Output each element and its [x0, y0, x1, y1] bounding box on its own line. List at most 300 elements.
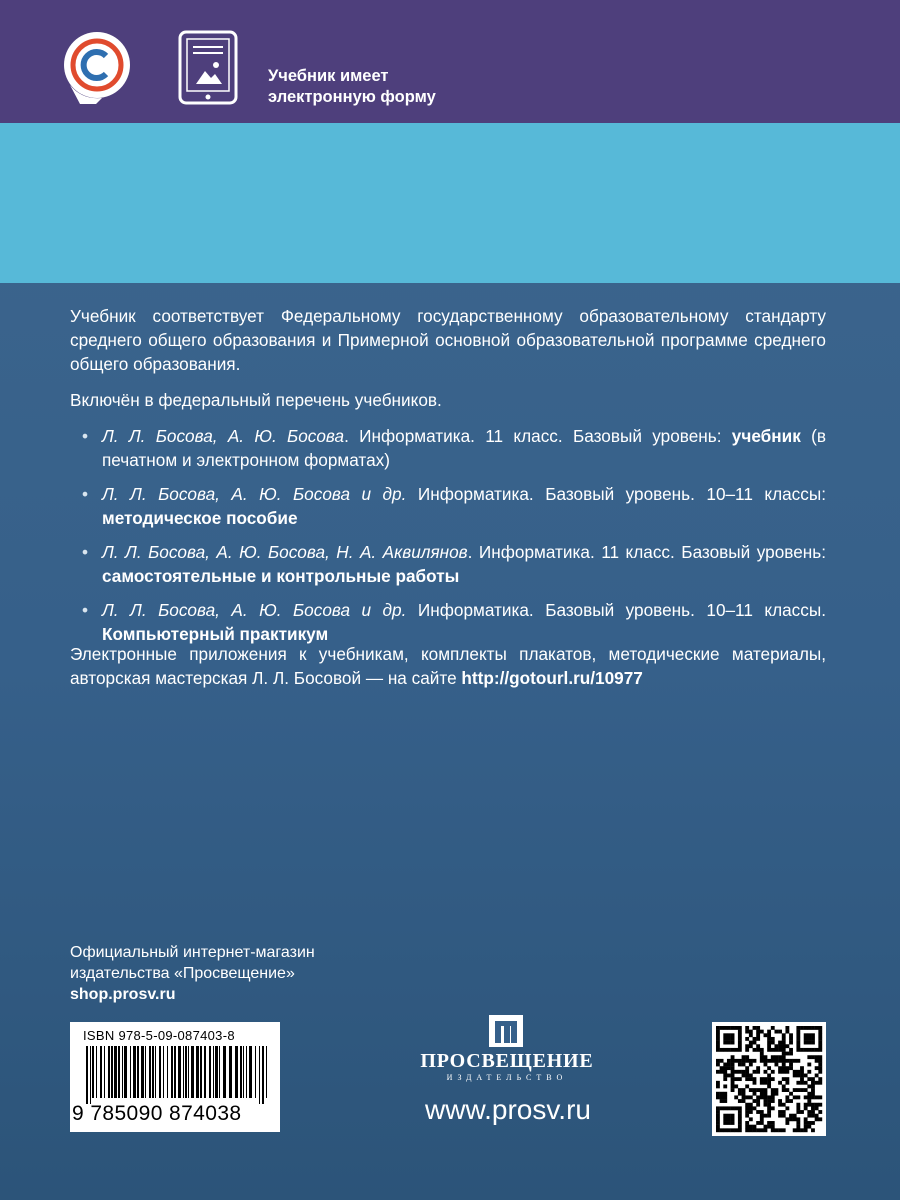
qr-module: [731, 1059, 735, 1063]
qr-module: [764, 1070, 768, 1074]
qr-module: [818, 1055, 822, 1059]
qr-module: [804, 1026, 808, 1030]
qr-module: [738, 1037, 742, 1041]
qr-module: [818, 1095, 822, 1099]
qr-module: [749, 1106, 753, 1110]
shop-line1: Официальный интернет-магазин: [70, 944, 315, 961]
qr-module: [778, 1099, 782, 1103]
item-type: самостоятельные и контрольные работы: [102, 566, 460, 586]
qr-module: [807, 1125, 811, 1129]
qr-module: [804, 1117, 808, 1121]
qr-module: [771, 1099, 775, 1103]
qr-module: [731, 1114, 735, 1118]
qr-module: [778, 1114, 782, 1118]
qr-module: [782, 1084, 786, 1088]
qr-module: [738, 1044, 742, 1048]
qr-module: [782, 1066, 786, 1070]
qr-module: [753, 1106, 757, 1110]
qr-module: [738, 1117, 742, 1121]
qr-module: [796, 1059, 800, 1063]
qr-module: [796, 1044, 800, 1048]
qr-module: [782, 1070, 786, 1074]
list-item: [70, 424, 826, 472]
qr-module: [764, 1099, 768, 1103]
barcode-bar: [86, 1046, 88, 1104]
qr-module: [811, 1077, 815, 1081]
qr-module: [771, 1095, 775, 1099]
qr-module: [807, 1033, 811, 1037]
qr-module: [716, 1106, 720, 1110]
qr-module: [815, 1055, 819, 1059]
qr-module: [818, 1030, 822, 1034]
qr-module: [756, 1033, 760, 1037]
qr-module: [731, 1084, 735, 1088]
qr-module: [723, 1037, 727, 1041]
qr-module: [815, 1059, 819, 1063]
qr-module: [745, 1125, 749, 1129]
publisher-name: ПРОСВЕЩЕНИЕ: [420, 1050, 594, 1072]
intro-paragraph: [70, 304, 826, 376]
qr-module: [756, 1048, 760, 1052]
qr-module: [727, 1066, 731, 1070]
barcode-bar: [196, 1046, 199, 1098]
qr-module: [778, 1055, 782, 1059]
qr-module: [774, 1063, 778, 1067]
qr-module: [731, 1055, 735, 1059]
barcode-bar: [229, 1046, 232, 1098]
qr-module: [811, 1033, 815, 1037]
qr-module: [767, 1044, 771, 1048]
qr-module: [753, 1099, 757, 1103]
qr-module: [734, 1048, 738, 1052]
qr-module: [716, 1026, 720, 1030]
qr-module: [745, 1059, 749, 1063]
qr-module: [807, 1092, 811, 1096]
qr-module: [771, 1128, 775, 1132]
barcode-bar: [178, 1046, 181, 1098]
item-authors: Л. Л. Босова, А. Ю. Босова и др.: [102, 484, 407, 504]
list-item: [70, 540, 826, 588]
qr-module: [767, 1066, 771, 1070]
qr-module: [716, 1041, 720, 1045]
qr-module: [756, 1121, 760, 1125]
barcode-bar: [145, 1046, 146, 1098]
item-type: учебник: [731, 426, 801, 446]
qr-module: [815, 1074, 819, 1078]
qr-module: [807, 1077, 811, 1081]
qr-module: [716, 1121, 720, 1125]
barcode-bar: [266, 1046, 267, 1098]
qr-module: [723, 1099, 727, 1103]
qr-module: [720, 1106, 724, 1110]
qr-module: [727, 1026, 731, 1030]
qr-module: [815, 1048, 819, 1052]
qr-module: [767, 1074, 771, 1078]
qr-module: [753, 1070, 757, 1074]
qr-module: [811, 1048, 815, 1052]
qr-module: [811, 1092, 815, 1096]
qr-module: [796, 1026, 800, 1030]
qr-module: [723, 1063, 727, 1067]
qr-module: [716, 1125, 720, 1129]
qr-module: [723, 1077, 727, 1081]
qr-module: [756, 1037, 760, 1041]
qr-module: [760, 1030, 764, 1034]
qr-module: [760, 1081, 764, 1085]
qr-module: [811, 1128, 815, 1132]
qr-module: [742, 1092, 746, 1096]
qr-module: [796, 1128, 800, 1132]
qr-module: [800, 1088, 804, 1092]
qr-module: [785, 1026, 789, 1030]
shop-link[interactable]: shop.prosv.ru: [70, 986, 176, 1003]
qr-module: [764, 1055, 768, 1059]
qr-module: [767, 1084, 771, 1088]
qr-module: [796, 1033, 800, 1037]
qr-module: [796, 1125, 800, 1129]
qr-module: [742, 1088, 746, 1092]
qr-module: [771, 1121, 775, 1125]
qr-module: [793, 1128, 797, 1132]
qr-module: [767, 1077, 771, 1081]
qr-module: [756, 1128, 760, 1132]
item-type: Компьютерный практикум: [102, 624, 329, 644]
item-title: Информатика. Базовый уровень. 10–11 классы:: [406, 484, 827, 504]
qr-module: [723, 1121, 727, 1125]
qr-module: [785, 1081, 789, 1085]
barcode-bar: [262, 1046, 264, 1104]
qr-module: [804, 1081, 808, 1085]
qr-module: [807, 1114, 811, 1118]
qr-module: [793, 1114, 797, 1118]
qr-module: [734, 1095, 738, 1099]
qr-module: [734, 1070, 738, 1074]
qr-module: [767, 1110, 771, 1114]
barcode-bar: [246, 1046, 247, 1098]
qr-module: [738, 1110, 742, 1114]
qr-module: [720, 1092, 724, 1096]
qr-module: [749, 1117, 753, 1121]
qr-module: [745, 1030, 749, 1034]
qr-module: [811, 1095, 815, 1099]
qr-module: [760, 1048, 764, 1052]
prosveshchenie-logo-icon: [486, 1012, 526, 1050]
qr-module: [818, 1066, 822, 1070]
qr-module: [800, 1110, 804, 1114]
barcode-bar: [243, 1046, 244, 1098]
qr-module: [742, 1059, 746, 1063]
qr-module: [789, 1059, 793, 1063]
qr-module: [807, 1037, 811, 1041]
qr-module: [723, 1084, 727, 1088]
qr-module: [716, 1033, 720, 1037]
qr-module: [727, 1114, 731, 1118]
qr-module: [745, 1037, 749, 1041]
qr-module: [767, 1033, 771, 1037]
barcode-bar: [124, 1046, 127, 1098]
qr-module: [738, 1121, 742, 1125]
qr-module: [745, 1044, 749, 1048]
qr-module: [807, 1103, 811, 1107]
qr-module: [774, 1092, 778, 1096]
qr-module: [811, 1110, 815, 1114]
qr-module: [782, 1114, 786, 1118]
qr-module: [807, 1026, 811, 1030]
barcode-bar: [209, 1046, 211, 1098]
qr-module: [807, 1063, 811, 1067]
qr-module: [778, 1066, 782, 1070]
qr-module: [815, 1081, 819, 1085]
qr-module: [767, 1114, 771, 1118]
apps-text: [70, 642, 826, 690]
qr-module: [778, 1110, 782, 1114]
qr-module: [771, 1077, 775, 1081]
qr-module: [796, 1041, 800, 1045]
qr-module: [807, 1041, 811, 1045]
publisher-url[interactable]: www.prosv.ru: [425, 1094, 591, 1125]
qr-module: [723, 1106, 727, 1110]
qr-module: [749, 1044, 753, 1048]
qr-module: [723, 1074, 727, 1078]
qr-module: [782, 1052, 786, 1056]
qr-module: [753, 1041, 757, 1045]
qr-module: [738, 1099, 742, 1103]
barcode-bar: [155, 1046, 156, 1098]
qr-module: [716, 1110, 720, 1114]
qr-module: [749, 1033, 753, 1037]
barcode-bar: [223, 1046, 226, 1098]
qr-module: [764, 1092, 768, 1096]
qr-module: [723, 1114, 727, 1118]
barcode-bars: [84, 1046, 274, 1104]
qr-module: [804, 1103, 808, 1107]
qr-module: [753, 1037, 757, 1041]
qr-module: [818, 1117, 822, 1121]
qr-module: [782, 1048, 786, 1052]
qr-module: [731, 1088, 735, 1092]
qr-module: [782, 1128, 786, 1132]
qr-module: [731, 1117, 735, 1121]
qr-module: [756, 1066, 760, 1070]
qr-module: [800, 1074, 804, 1078]
qr-module: [745, 1077, 749, 1081]
qr-module: [796, 1074, 800, 1078]
qr-module: [778, 1044, 782, 1048]
qr-module: [756, 1026, 760, 1030]
barcode-bar: [167, 1046, 168, 1098]
barcode-bar: [191, 1046, 194, 1098]
qr-module: [756, 1110, 760, 1114]
qr-module: [753, 1125, 757, 1129]
qr-module: [774, 1088, 778, 1092]
qr-module: [734, 1128, 738, 1132]
qr-code-icon[interactable]: [712, 1022, 826, 1136]
qr-module: [785, 1052, 789, 1056]
qr-module: [760, 1059, 764, 1063]
qr-module: [745, 1066, 749, 1070]
qr-module: [818, 1063, 822, 1067]
barcode-bar: [130, 1046, 131, 1098]
publisher-subtitle: ИЗДАТЕЛЬСТВО: [446, 1073, 568, 1082]
qr-module: [804, 1125, 808, 1129]
qr-module: [778, 1041, 782, 1045]
qr-module: [793, 1117, 797, 1121]
qr-module: [789, 1066, 793, 1070]
qr-module: [771, 1092, 775, 1096]
qr-module: [760, 1128, 764, 1132]
qr-module: [734, 1084, 738, 1088]
barcode-bar: [149, 1046, 151, 1098]
barcode-bar: [259, 1046, 260, 1104]
apps-link[interactable]: http://gotourl.ru/10977: [461, 668, 643, 688]
qr-module: [716, 1044, 720, 1048]
qr-module: [774, 1055, 778, 1059]
qr-module: [731, 1070, 735, 1074]
qr-code-pattern: [712, 1022, 826, 1136]
materials-list-container: [70, 424, 826, 656]
qr-module: [738, 1114, 742, 1118]
qr-module: [811, 1106, 815, 1110]
qr-module: [727, 1063, 731, 1067]
qr-module: [804, 1048, 808, 1052]
qr-module: [771, 1037, 775, 1041]
materials-list: [70, 424, 826, 646]
barcode-bar: [92, 1046, 94, 1098]
qr-module: [753, 1077, 757, 1081]
qr-module: [789, 1052, 793, 1056]
qr-module: [767, 1095, 771, 1099]
qr-module: [731, 1066, 735, 1070]
qr-module: [749, 1128, 753, 1132]
qr-module: [782, 1110, 786, 1114]
qr-module: [716, 1048, 720, 1052]
qr-module: [793, 1074, 797, 1078]
list-item: [70, 482, 826, 530]
qr-module: [804, 1041, 808, 1045]
qr-module: [764, 1033, 768, 1037]
qr-module: [727, 1117, 731, 1121]
barcode-bar: [104, 1046, 105, 1098]
qr-module: [782, 1044, 786, 1048]
qr-module: [745, 1026, 749, 1030]
qr-module: [764, 1081, 768, 1085]
qr-module: [774, 1030, 778, 1034]
qr-module: [745, 1070, 749, 1074]
qr-module: [723, 1026, 727, 1030]
qr-module: [796, 1110, 800, 1114]
qr-module: [785, 1030, 789, 1034]
qr-module: [774, 1059, 778, 1063]
qr-module: [727, 1037, 731, 1041]
qr-module: [796, 1070, 800, 1074]
qr-module: [767, 1099, 771, 1103]
qr-module: [749, 1074, 753, 1078]
qr-module: [807, 1070, 811, 1074]
qr-module: [731, 1106, 735, 1110]
qr-module: [760, 1121, 764, 1125]
qr-module: [804, 1037, 808, 1041]
qr-module: [731, 1026, 735, 1030]
qr-module: [793, 1070, 797, 1074]
qr-module: [756, 1095, 760, 1099]
qr-module: [738, 1106, 742, 1110]
barcode-bar: [108, 1046, 110, 1098]
qr-module: [716, 1092, 720, 1096]
qr-module: [716, 1114, 720, 1118]
qr-module: [811, 1055, 815, 1059]
qr-module: [807, 1121, 811, 1125]
qr-module: [738, 1088, 742, 1092]
qr-module: [804, 1106, 808, 1110]
qr-module: [811, 1026, 815, 1030]
qr-module: [771, 1041, 775, 1045]
isbn-barcode: [70, 1022, 280, 1132]
qr-module: [782, 1077, 786, 1081]
qr-module: [738, 1030, 742, 1034]
qr-module: [778, 1103, 782, 1107]
qr-module: [800, 1066, 804, 1070]
qr-module: [771, 1106, 775, 1110]
qr-module: [745, 1114, 749, 1118]
qr-module: [807, 1048, 811, 1052]
qr-module: [738, 1128, 742, 1132]
qr-module: [804, 1121, 808, 1125]
qr-module: [760, 1052, 764, 1056]
qr-module: [782, 1033, 786, 1037]
qr-module: [778, 1081, 782, 1085]
barcode-bar: [137, 1046, 139, 1098]
qr-module: [785, 1095, 789, 1099]
qr-module: [771, 1026, 775, 1030]
qr-module: [789, 1117, 793, 1121]
qr-module: [716, 1070, 720, 1074]
qr-module: [767, 1125, 771, 1129]
barcode-bar: [249, 1046, 252, 1098]
qr-module: [760, 1088, 764, 1092]
qr-module: [727, 1121, 731, 1125]
qr-module: [767, 1041, 771, 1045]
qr-module: [796, 1048, 800, 1052]
item-title: Информатика. Базовый уровень. 10–11 классы.: [406, 600, 827, 620]
qr-module: [796, 1030, 800, 1034]
qr-module: [731, 1063, 735, 1067]
qr-module: [731, 1128, 735, 1132]
qr-module: [778, 1070, 782, 1074]
qr-module: [745, 1095, 749, 1099]
qr-module: [756, 1070, 760, 1074]
barcode-bar: [188, 1046, 189, 1098]
qr-module: [764, 1095, 768, 1099]
qr-module: [815, 1095, 819, 1099]
qr-module: [767, 1103, 771, 1107]
barcode-bar: [255, 1046, 256, 1098]
electronic-form-line1: Учебник имеет: [268, 67, 389, 85]
qr-module: [727, 1041, 731, 1045]
qr-module: [731, 1081, 735, 1085]
qr-module: [811, 1088, 815, 1092]
qr-module: [731, 1037, 735, 1041]
qr-module: [727, 1033, 731, 1037]
qr-module: [760, 1092, 764, 1096]
qr-module: [767, 1030, 771, 1034]
qr-module: [749, 1110, 753, 1114]
qr-module: [804, 1128, 808, 1132]
qr-module: [815, 1026, 819, 1030]
barcode-bar: [215, 1046, 218, 1098]
qr-module: [785, 1059, 789, 1063]
qr-module: [720, 1066, 724, 1070]
qr-module: [723, 1066, 727, 1070]
